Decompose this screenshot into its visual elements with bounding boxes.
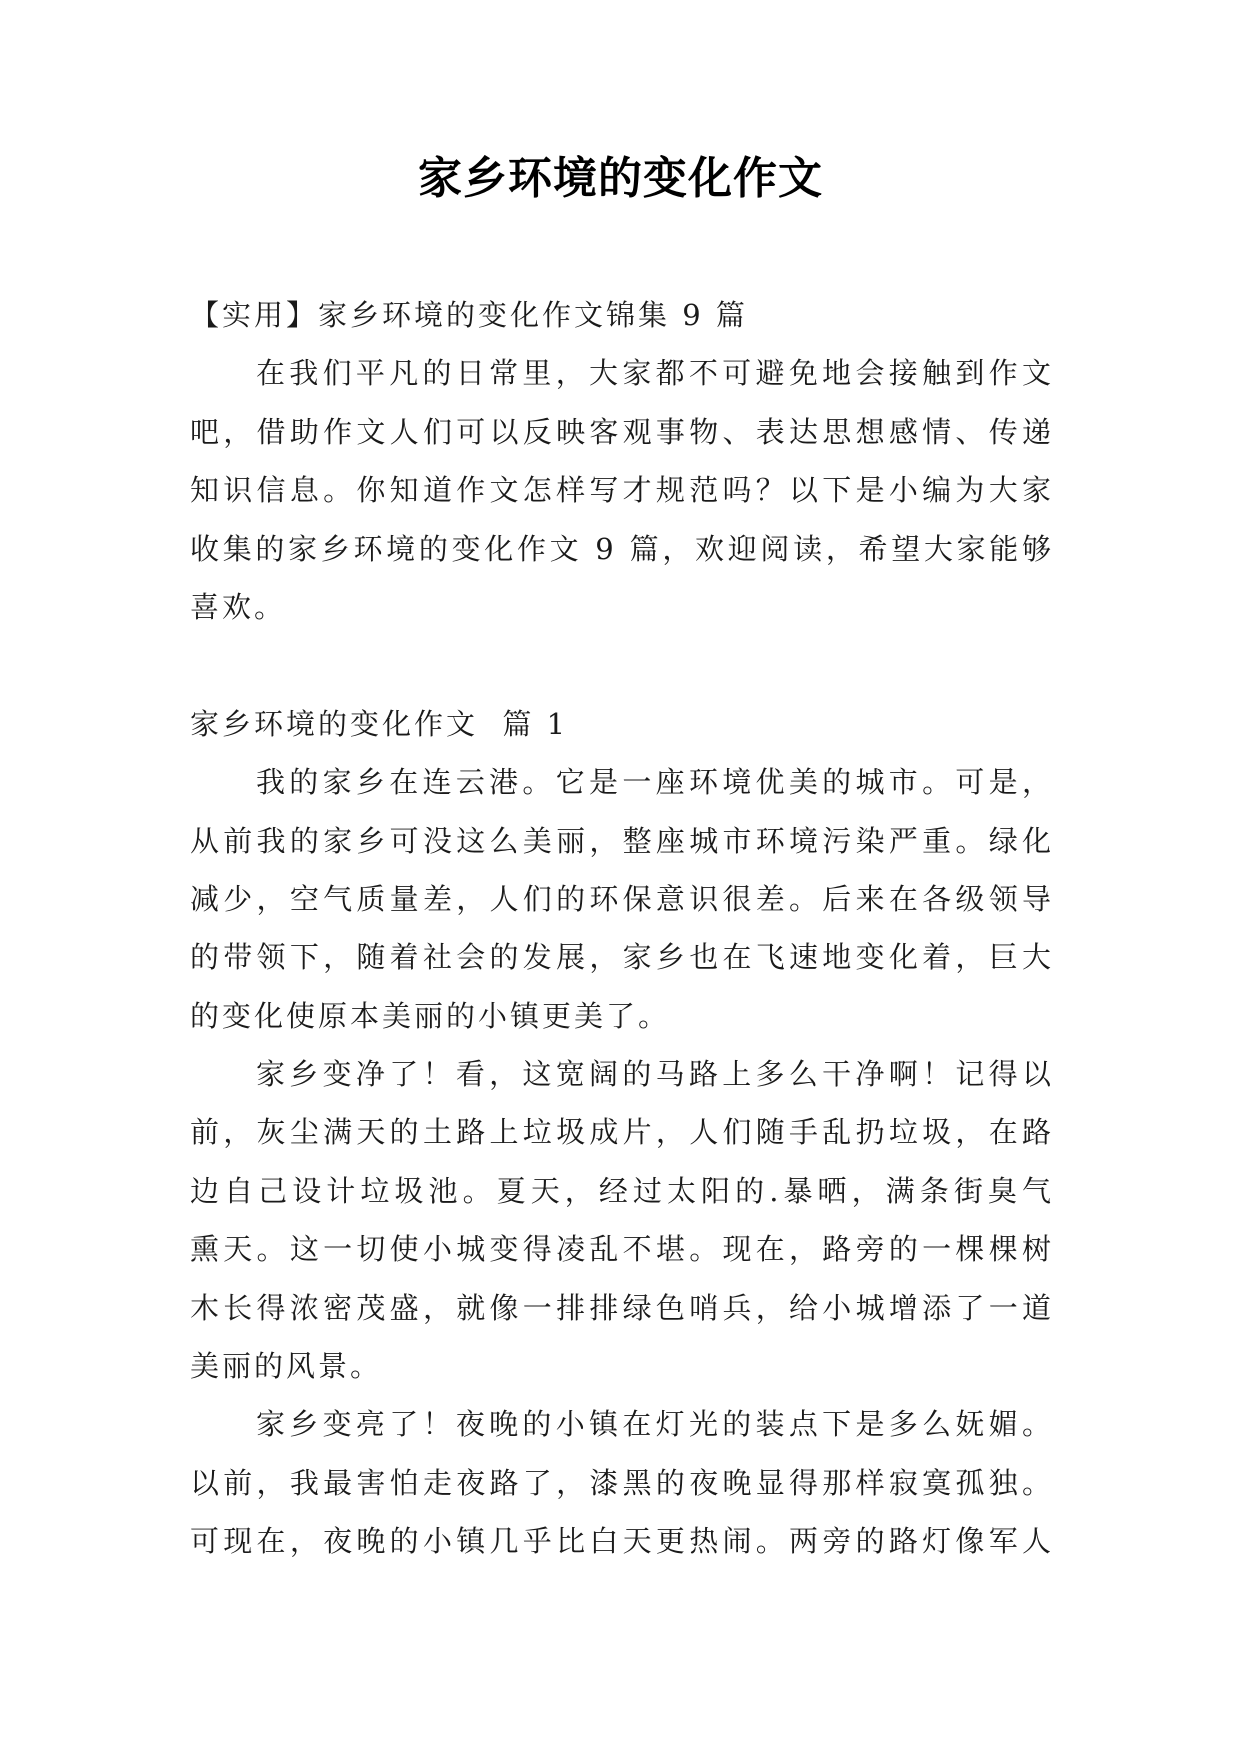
paragraph-line: 我的家乡在连云港。它是一座环境优美的城市。可是， xyxy=(256,765,1054,800)
paragraph-line: 喜欢。 xyxy=(190,589,287,624)
blank-line xyxy=(190,636,1054,694)
intro-paragraph xyxy=(190,344,1054,636)
paragraph-line: 美丽的风景。 xyxy=(190,1349,383,1384)
paragraph-line: 家乡变亮了！夜晚的小镇在灯光的装点下是多么妩媚。 xyxy=(256,1407,1054,1442)
section-1 xyxy=(190,695,1054,1571)
paragraph-line: 的变化使原本美丽的小镇更美了。 xyxy=(190,998,671,1033)
paragraph-line: 以前，我最害怕走夜路了，漆黑的夜晚显得那样寂寞孤独。 xyxy=(190,1465,1054,1500)
section-paragraph xyxy=(190,1045,1054,1395)
paragraph-line: 熏天。这一切使小城变得凌乱不堪。现在，路旁的一棵棵树 xyxy=(190,1232,1054,1267)
paragraph-line: 的带领下，随着社会的发展，家乡也在飞速地变化着，巨大 xyxy=(190,940,1054,975)
intro-heading: 【实用】家乡环境的变化作文锦集 9 篇 xyxy=(190,298,748,332)
paragraph-line: 从前我的家乡可没这么美丽，整座城市环境污染严重。绿化 xyxy=(190,823,1054,858)
section-paragraph xyxy=(190,1395,1054,1570)
paragraph-line: 减少，空气质量差，人们的环保意识很差。后来在各级领导 xyxy=(190,881,1054,916)
document-body xyxy=(190,286,1054,1571)
paragraph-line: 吧，借助作文人们可以反映客观事物、表达思想感情、传递 xyxy=(190,414,1054,449)
paragraph-line: 收集的家乡环境的变化作文 9 篇，欢迎阅读，希望大家能够 xyxy=(190,531,1054,566)
paragraph-line: 木长得浓密茂盛，就像一排排绿色哨兵，给小城增添了一道 xyxy=(190,1290,1054,1325)
section-heading: 家乡环境的变化作文 篇 1 xyxy=(190,706,569,741)
paragraph-line: 家乡变净了！看，这宽阔的马路上多么干净啊！记得以 xyxy=(256,1057,1054,1092)
section-paragraph xyxy=(190,753,1054,1045)
paragraph-line: 知识信息。你知道作文怎样写才规范吗？以下是小编为大家 xyxy=(190,473,1054,508)
paragraph-line: 前，灰尘满天的土路上垃圾成片，人们随手乱扔垃圾，在路 xyxy=(190,1115,1054,1150)
paragraph-line: 可现在，夜晚的小镇几乎比白天更热闹。两旁的路灯像军人 xyxy=(190,1524,1054,1559)
paragraph-line: 在我们平凡的日常里，大家都不可避免地会接触到作文 xyxy=(256,356,1054,391)
paragraph-line: 边自己设计垃圾池。夏天，经过太阳的.暴晒，满条街臭气 xyxy=(190,1173,1054,1208)
document-title: 家乡环境的变化作文 xyxy=(418,153,823,204)
